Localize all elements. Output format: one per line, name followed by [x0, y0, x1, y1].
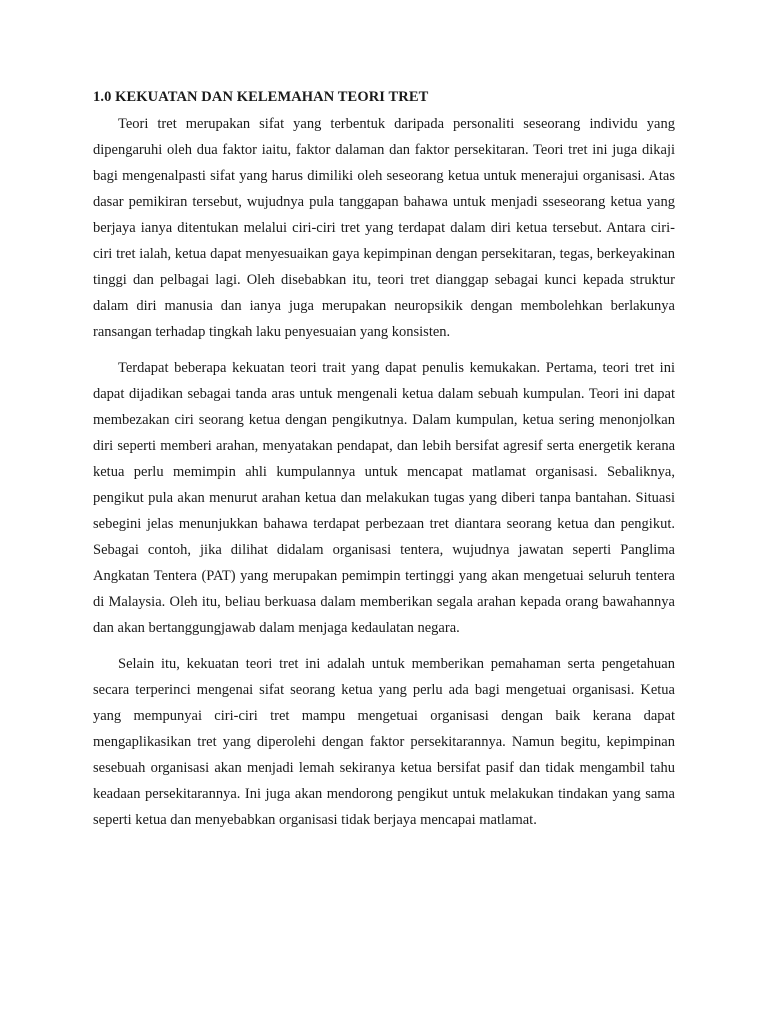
paragraph-3: Selain itu, kekuatan teori tret ini adalah untuk memberikan pemahaman serta pengetahuan secara terperinci mengenai sifat seorang ketua yang perlu ada bagi mengetuai organisasi. Ketua yang mempunyai ciri-ciri tret mampu mengetuai organisasi dengan baik kerana dapat mengaplikasikan tret yang diperolehi dengan faktor persekitarannya. Namun begitu, kepimpinan sesebuah organisasi akan menjadi lemah sekiranya ketua bersifat pasif dan tidak mengambil tahu keadaan persekitarannya. Ini juga akan mendorong pengikut untuk melakukan tindakan yang sama seperti ketua dan menyebabkan organisasi tidak berjaya mencapai matlamat. — [93, 656, 675, 828]
section-heading: 1.0 KEKUATAN DAN KELEMAHAN TEORI TRET — [93, 89, 429, 105]
paragraph-1: Teori tret merupakan sifat yang terbentuk daripada personaliti seseorang individu yang dipengaruhi oleh dua faktor iaitu, faktor dalaman dan faktor persekitaran. Teori tret ini juga dikaji bagi mengenalpasti sifat yang harus dimiliki oleh seseorang ketua untuk menerajui organisasi. Atas dasar pemikiran tersebut, wujudnya pula tanggapan bahawa untuk menjadi sseseorang ketua yang berjaya ianya ditentukan melalui ciri-ciri tret yang terdapat dalam diri ketua tersebut. Antara ciri-ciri tret ialah, ketua dapat menyesuaikan gaya kepimpinan dengan persekitaran, tegas, berkeyakinan tinggi dan pelbagai lagi. Oleh disebabkan itu, teori tret dianggap sebagai kunci kepada struktur dalam diri manusia dan ianya juga merupakan neuropsikik dengan membolehkan berlakunya ransangan terhadap tingkah laku penyesuaian yang konsisten. — [93, 116, 675, 340]
paragraph-2: Terdapat beberapa kekuatan teori trait yang dapat penulis kemukakan. Pertama, teori tret ini dapat dijadikan sebagai tanda aras untuk mengenali ketua dalam sebuah kumpulan. Teori ini dapat membezakan ciri seorang ketua dengan pengikutnya. Dalam kumpulan, ketua sering menonjolkan diri seperti memberi arahan, menyatakan pendapat, dan lebih bersifat agresif serta energetik kerana ketua perlu memimpin ahli kumpulannya untuk mencapat matlamat organisasi. Sebaliknya, pengikut pula akan menurut arahan ketua dan melakukan tugas yang diberi tanpa bantahan. Situasi sebegini jelas menunjukkan bahawa terdapat perbezaan tret diantara seorang ketua dan pengikut. Sebagai contoh, jika dilihat didalam organisasi tentera, wujudnya jawatan seperti Panglima Angkatan Tentera (PAT) yang merupakan pemimpin tertinggi yang akan mengetuai seluruh tentera di Malaysia. Oleh itu, beliau berkuasa dalam memberikan segala arahan kepada orang bawahannya dan akan bertanggungjawab dalam menjaga kedaulatan negara. — [93, 360, 675, 636]
